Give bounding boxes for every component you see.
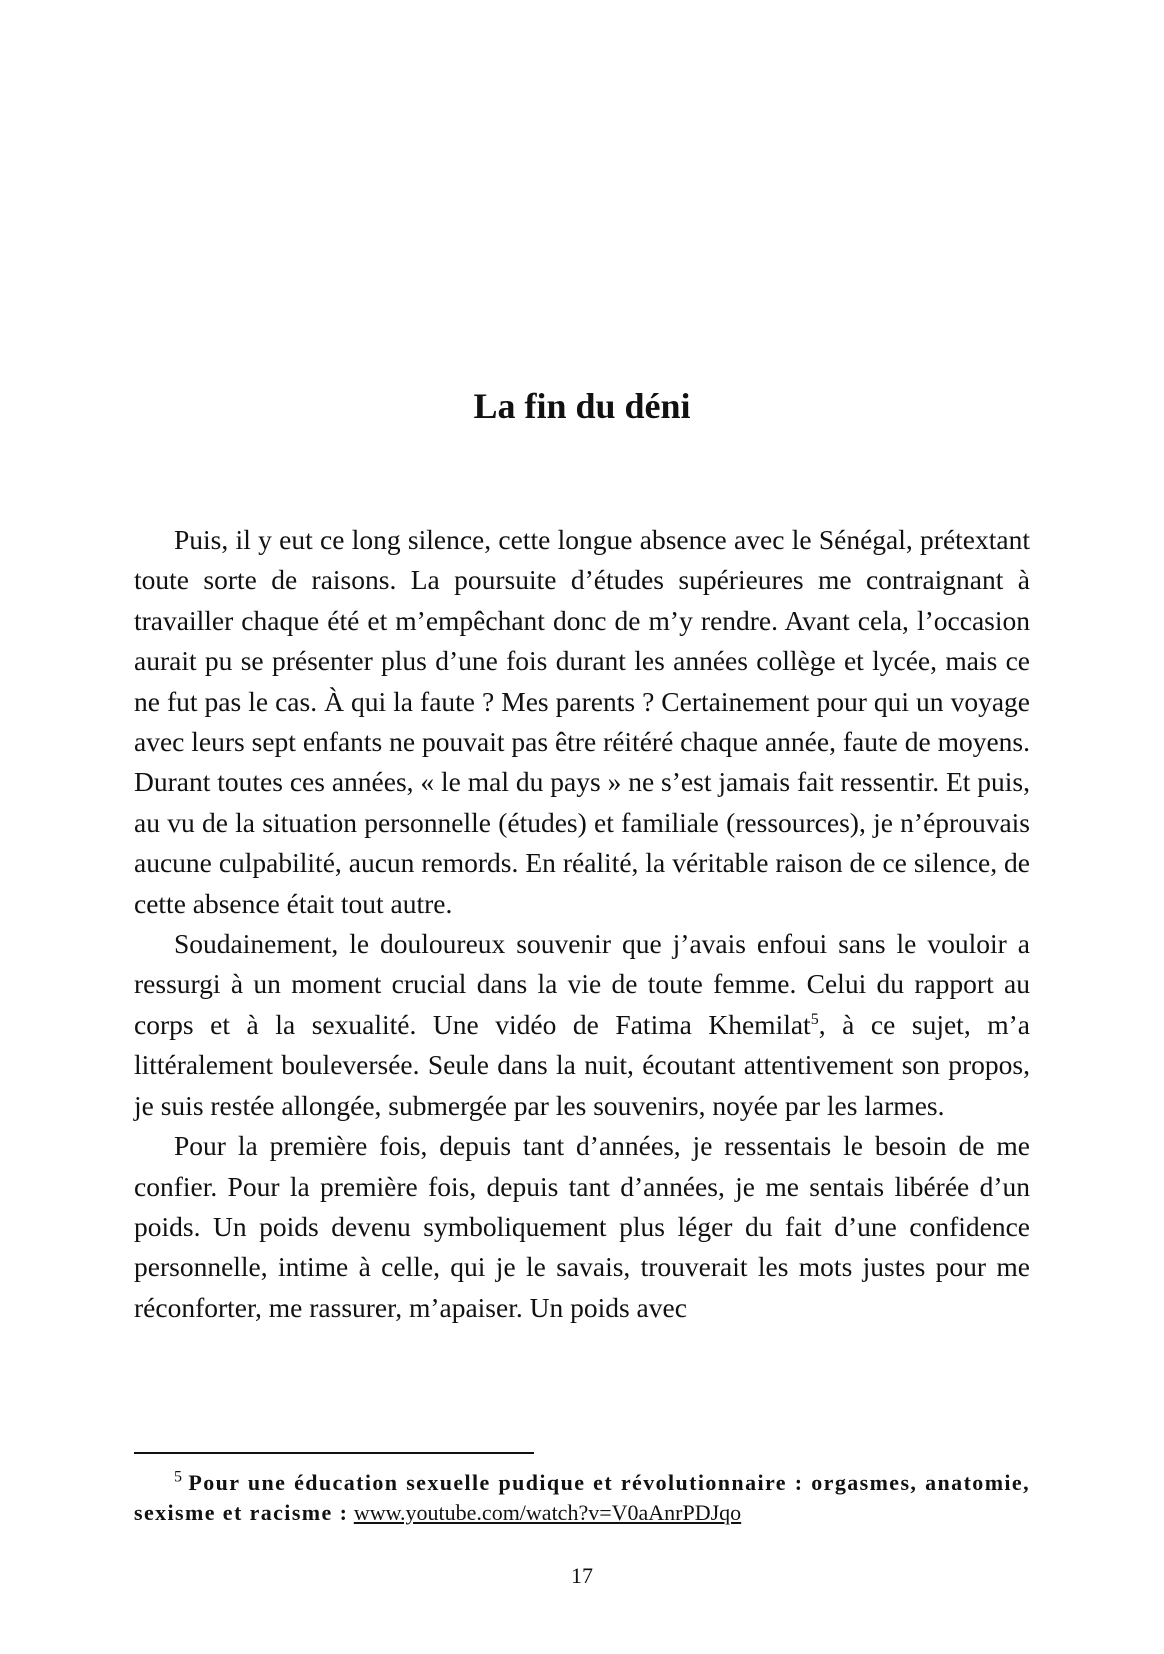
footnote-link[interactable]: www.youtube.com/watch?v=V0aAnrPDJqo (353, 1500, 742, 1525)
body-text (134, 520, 1030, 1328)
footnote-reference[interactable]: 5 (810, 1010, 819, 1028)
footnote-title: Pour une éducation sexuelle pudique et révolutionnaire : orgasmes, anatomie, sexisme et racisme : (134, 1470, 1031, 1525)
chapter-title: La fin du déni (473, 386, 691, 426)
footnote-number: 5 (174, 1468, 182, 1486)
paragraph-2-text-start: Soudainement, le douloureux souvenir que j’avais enfoui sans le vouloir a ressurgi à un moment crucial dans la vie de toute femme. Celui du rapport au corps et à la sexualité. Une vidéo de Fatima Khemilat (134, 928, 1030, 1040)
footnote (134, 1468, 1030, 1528)
page-number: 17 (571, 1563, 593, 1588)
paragraph-2 (134, 924, 1030, 1126)
paragraph-3: Pour la première fois, depuis tant d’années, je ressentais le besoin de me confier. Pour la première fois, depuis tant d’années, je me sentais libérée d’un poids. Un poids devenu symboliquement plus léger du fait d’une confidence personnelle, intime à celle, qui je le savais, trouverait les mots justes pour me réconforter, me rassurer, m’apaiser. Un poids avec (134, 1130, 1030, 1323)
paragraph-1: Puis, il y eut ce long silence, cette longue absence avec le Sénégal, prétextant toute sorte de raisons. La poursuite d’études supérieures me contraignant à travailler chaque été et m’empêchant donc de m’y rendre. Avant cela, l’occasion aurait pu se présenter plus d’une fois durant les années collège et lycée, mais ce ne fut pas le cas. À qui la faute ? Mes parents ? Certainement pour qui un voyage avec leurs sept enfants ne pouvait pas être réitéré chaque année, faute de moyens. Durant toutes ces années, « le mal du pays » ne s’est jamais fait ressentir. Et puis, au vu de la situation personnelle (études) et familiale (ressources), je n’éprouvais aucune culpabilité, aucun remords. En réalité, la véritable raison de ce silence, de cette absence était tout autre. (134, 524, 1030, 919)
footnote-separator (134, 1452, 534, 1454)
paragraph-2-text-end: , à ce sujet, m’a littéralement bouleversée. Seule dans la nuit, écoutant attentivement son propos, je suis restée allongée, submergée par les souvenirs, noyée par les larmes. (134, 1008, 1031, 1121)
